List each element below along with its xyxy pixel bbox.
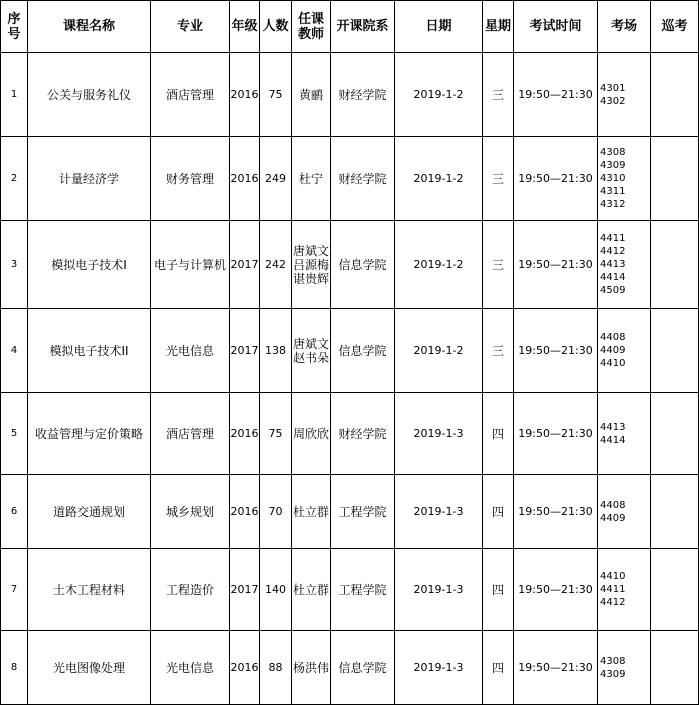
cell-patrol <box>651 475 699 549</box>
cell-date: 2019-1-3 <box>395 393 483 475</box>
cell-patrol <box>651 221 699 309</box>
cell-patrol <box>651 549 699 631</box>
cell-count: 249 <box>260 137 292 221</box>
cell-time: 19:50—21:30 <box>514 393 598 475</box>
cell-seq: 2 <box>1 137 28 221</box>
cell-date: 2019-1-2 <box>395 309 483 393</box>
cell-major: 光电信息 <box>151 631 230 705</box>
cell-patrol <box>651 393 699 475</box>
header-time: 考试时间 <box>514 1 598 53</box>
cell-time: 19:50—21:30 <box>514 631 598 705</box>
cell-course: 光电图像处理 <box>28 631 151 705</box>
cell-date: 2019-1-3 <box>395 549 483 631</box>
cell-dept: 信息学院 <box>331 309 395 393</box>
cell-major: 电子与计算机 <box>151 221 230 309</box>
cell-room: 4408 4409 <box>598 475 651 549</box>
cell-room: 4308 4309 <box>598 631 651 705</box>
cell-dept: 工程学院 <box>331 475 395 549</box>
cell-grade: 2016 <box>230 137 260 221</box>
cell-teacher: 黄鹂 <box>292 53 331 137</box>
cell-dept: 工程学院 <box>331 549 395 631</box>
cell-room: 4408 4409 4410 <box>598 309 651 393</box>
table-row <box>1 53 699 137</box>
cell-seq: 6 <box>1 475 28 549</box>
table-row <box>1 221 699 309</box>
header-date: 日期 <box>395 1 483 53</box>
cell-weekday: 四 <box>483 475 514 549</box>
cell-date: 2019-1-2 <box>395 137 483 221</box>
cell-count: 75 <box>260 53 292 137</box>
header-major: 专业 <box>151 1 230 53</box>
table-row <box>1 549 699 631</box>
header-patrol: 巡考 <box>651 1 699 53</box>
cell-course: 道路交通规划 <box>28 475 151 549</box>
cell-room: 4410 4411 4412 <box>598 549 651 631</box>
table-row <box>1 137 699 221</box>
cell-time: 19:50—21:30 <box>514 137 598 221</box>
cell-weekday: 三 <box>483 309 514 393</box>
cell-count: 140 <box>260 549 292 631</box>
cell-room: 4411 4412 4413 4414 4509 <box>598 221 651 309</box>
cell-dept: 信息学院 <box>331 631 395 705</box>
cell-teacher: 杨洪伟 <box>292 631 331 705</box>
cell-major: 酒店管理 <box>151 393 230 475</box>
cell-major: 工程造价 <box>151 549 230 631</box>
cell-course: 收益管理与定价策略 <box>28 393 151 475</box>
cell-dept: 信息学院 <box>331 221 395 309</box>
cell-count: 88 <box>260 631 292 705</box>
cell-grade: 2017 <box>230 221 260 309</box>
cell-time: 19:50—21:30 <box>514 221 598 309</box>
cell-count: 70 <box>260 475 292 549</box>
cell-time: 19:50—21:30 <box>514 309 598 393</box>
cell-patrol <box>651 137 699 221</box>
cell-course: 模拟电子技术II <box>28 309 151 393</box>
cell-grade: 2017 <box>230 549 260 631</box>
cell-room: 4308 4309 4310 4311 4312 <box>598 137 651 221</box>
table-row <box>1 475 699 549</box>
cell-patrol <box>651 309 699 393</box>
cell-teacher: 杜宁 <box>292 137 331 221</box>
cell-weekday: 三 <box>483 221 514 309</box>
cell-major: 城乡规划 <box>151 475 230 549</box>
cell-seq: 1 <box>1 53 28 137</box>
cell-course: 公关与服务礼仪 <box>28 53 151 137</box>
cell-dept: 财经学院 <box>331 53 395 137</box>
cell-major: 光电信息 <box>151 309 230 393</box>
cell-count: 75 <box>260 393 292 475</box>
cell-seq: 5 <box>1 393 28 475</box>
header-weekday: 星期 <box>483 1 514 53</box>
cell-seq: 4 <box>1 309 28 393</box>
header-row <box>1 1 699 53</box>
cell-seq: 8 <box>1 631 28 705</box>
cell-time: 19:50—21:30 <box>514 549 598 631</box>
header-grade: 年级 <box>230 1 260 53</box>
cell-date: 2019-1-2 <box>395 53 483 137</box>
cell-weekday: 三 <box>483 53 514 137</box>
cell-grade: 2016 <box>230 393 260 475</box>
cell-seq: 7 <box>1 549 28 631</box>
cell-teacher: 杜立群 <box>292 549 331 631</box>
cell-weekday: 四 <box>483 549 514 631</box>
table-row <box>1 393 699 475</box>
cell-teacher: 唐斌文 吕源梅 谌贵辉 <box>292 221 331 309</box>
header-dept: 开课院系 <box>331 1 395 53</box>
cell-grade: 2016 <box>230 53 260 137</box>
cell-weekday: 四 <box>483 393 514 475</box>
cell-dept: 财经学院 <box>331 137 395 221</box>
cell-course: 模拟电子技术I <box>28 221 151 309</box>
cell-grade: 2017 <box>230 309 260 393</box>
cell-weekday: 四 <box>483 631 514 705</box>
cell-grade: 2016 <box>230 475 260 549</box>
header-seq: 序 号 <box>1 1 28 53</box>
cell-seq: 3 <box>1 221 28 309</box>
cell-course: 计量经济学 <box>28 137 151 221</box>
header-room: 考场 <box>598 1 651 53</box>
header-count: 人数 <box>260 1 292 53</box>
cell-room: 4301 4302 <box>598 53 651 137</box>
cell-date: 2019-1-2 <box>395 221 483 309</box>
cell-teacher: 周欣欣 <box>292 393 331 475</box>
cell-date: 2019-1-3 <box>395 631 483 705</box>
table-row <box>1 309 699 393</box>
header-teacher: 任课 教师 <box>292 1 331 53</box>
cell-teacher: 杜立群 <box>292 475 331 549</box>
cell-time: 19:50—21:30 <box>514 53 598 137</box>
cell-count: 138 <box>260 309 292 393</box>
cell-date: 2019-1-3 <box>395 475 483 549</box>
cell-time: 19:50—21:30 <box>514 475 598 549</box>
cell-teacher: 唐斌文 赵书朵 <box>292 309 331 393</box>
cell-grade: 2016 <box>230 631 260 705</box>
cell-count: 242 <box>260 221 292 309</box>
header-course: 课程名称 <box>28 1 151 53</box>
cell-major: 财务管理 <box>151 137 230 221</box>
cell-room: 4413 4414 <box>598 393 651 475</box>
cell-weekday: 三 <box>483 137 514 221</box>
table-row <box>1 631 699 705</box>
cell-patrol <box>651 53 699 137</box>
cell-course: 土木工程材料 <box>28 549 151 631</box>
cell-dept: 财经学院 <box>331 393 395 475</box>
cell-patrol <box>651 631 699 705</box>
cell-major: 酒店管理 <box>151 53 230 137</box>
